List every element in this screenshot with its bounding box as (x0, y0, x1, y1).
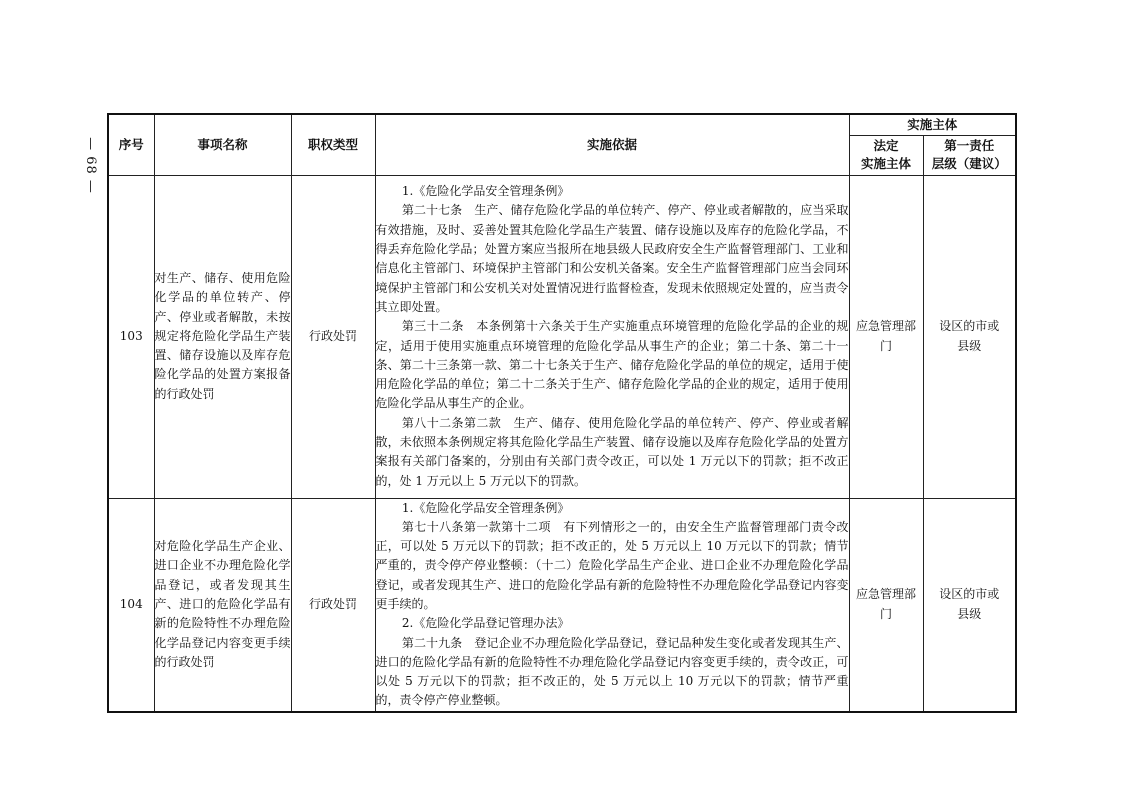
row-item-name: 对危险化学品生产企业、进口企业不办理危险化学品登记，或者发现其生产、进口的危险化学品有新的危险特性不办理危险化学品登记内容变更手续的行政处罚 (154, 498, 291, 712)
header-index: 序号 (108, 114, 154, 175)
header-level-line2: 层级（建议） (931, 156, 1007, 171)
row-legal-subject: 应急管理部门 (849, 498, 923, 712)
table-row (108, 175, 1016, 498)
header-legal-subject-line1: 法定 (873, 138, 899, 153)
basis-paragraph: 第八十二条第二款 生产、储存、使用危险化学品的单位转产、停产、停业或者解散，未依照本条例规定将其危险化学品生产装置、储存设施以及库存危险化学品的处置方案报有关部门备案的，分别由有关部门责令改正，可以处 1 万元以下的罚款；拒不改正的，处 1 万元以上 5 万元以下的罚款。 (375, 415, 849, 488)
row-basis (375, 498, 849, 712)
header-item-name: 事项名称 (154, 114, 291, 175)
row-power-type: 行政处罚 (291, 175, 375, 498)
page-number (78, 120, 102, 210)
basis-paragraph: 1.《危险化学品安全管理条例》 (401, 500, 570, 515)
row-level: 设区的市或县级 (923, 175, 1016, 498)
header-legal-subject-line2: 实施主体 (860, 156, 911, 171)
table-row (108, 498, 1016, 712)
row-legal-subject: 应急管理部门 (849, 175, 923, 498)
basis-paragraph: 1.《危险化学品安全管理条例》 (401, 184, 570, 199)
header-basis: 实施依据 (375, 114, 849, 175)
row-item-name: 对生产、储存、使用危险化学品的单位转产、停产、停业或者解散，未按规定将危险化学品生产装置、储存设施以及库存危险化学品的处置方案报备的行政处罚 (154, 175, 291, 498)
basis-paragraph: 第二十七条 生产、储存危险化学品的单位转产、停产、停业或者解散的，应当采取有效措施，及时、妥善处置其危险化学品生产装置、储存设施以及库存的危险化学品，不得丢弃危险化学品；处置方案应当报所在地县级人民政府安全生产监督管理部门、工业和信息化主管部门、环境保护主管部门和公安机关备案。安全生产监督管理部门应当会同环境保护主管部门和公安机关对处置情况进行监督检查，发现未依照规定处置的，应当责令其立即处置。 (375, 203, 849, 314)
header-power-type: 职权类型 (291, 114, 375, 175)
basis-paragraph: 第三十二条 本条例第十六条关于生产实施重点环境管理的危险化学品的企业的规定，适用于使用实施重点环境管理的危险化学品从事生产的企业；第二十条、第二十一条、第二十三条第一款、第二十七条关于生产、储存危险化学品的单位的规定，适用于使用危险化学品的单位；第二十二条关于生产、储存危险化学品的企业的规定，适用于使用危险化学品从事生产的企业。 (375, 319, 849, 411)
row-level: 设区的市或县级 (923, 498, 1016, 712)
header-subject: 实施主体 (849, 114, 1016, 135)
basis-paragraph: 第二十九条 登记企业不办理危险化学品登记，登记品种发生变化或者发现其生产、进口的危险化学品有新的危险特性不办理危险化学品登记内容变更手续的，责令改正，可以处 5 万元以下的罚款；拒不改正的，处 5 万元以上 10 万元以下的罚款；情节严重的，责令停产停业整顿。 (375, 635, 849, 708)
basis-paragraph: 2.《危险化学品登记管理办法》 (401, 616, 570, 631)
basis-paragraph: 第七十八条第一款第十二项 有下列情形之一的，由安全生产监督管理部门责令改正，可以处 5 万元以下的罚款；拒不改正的，处 5 万元以上 10 万元以下的罚款；情节严重的，责令停产停业整顿：（十二）危险化学品生产企业、进口企业不办理危险化学品登记，或者发现其生产、进口的危险化学品有新的危险特性不办理危险化学品登记内容变更手续的。 (375, 519, 849, 611)
row-basis (375, 175, 849, 498)
header-legal-subject (849, 135, 923, 175)
page-number-text: — 68 — (82, 136, 98, 194)
row-index: 103 (108, 175, 154, 498)
header-level (923, 135, 1016, 175)
header-level-line1: 第一责任 (944, 138, 995, 153)
row-power-type: 行政处罚 (291, 498, 375, 712)
row-index: 104 (108, 498, 154, 712)
enforcement-table (107, 113, 1017, 713)
